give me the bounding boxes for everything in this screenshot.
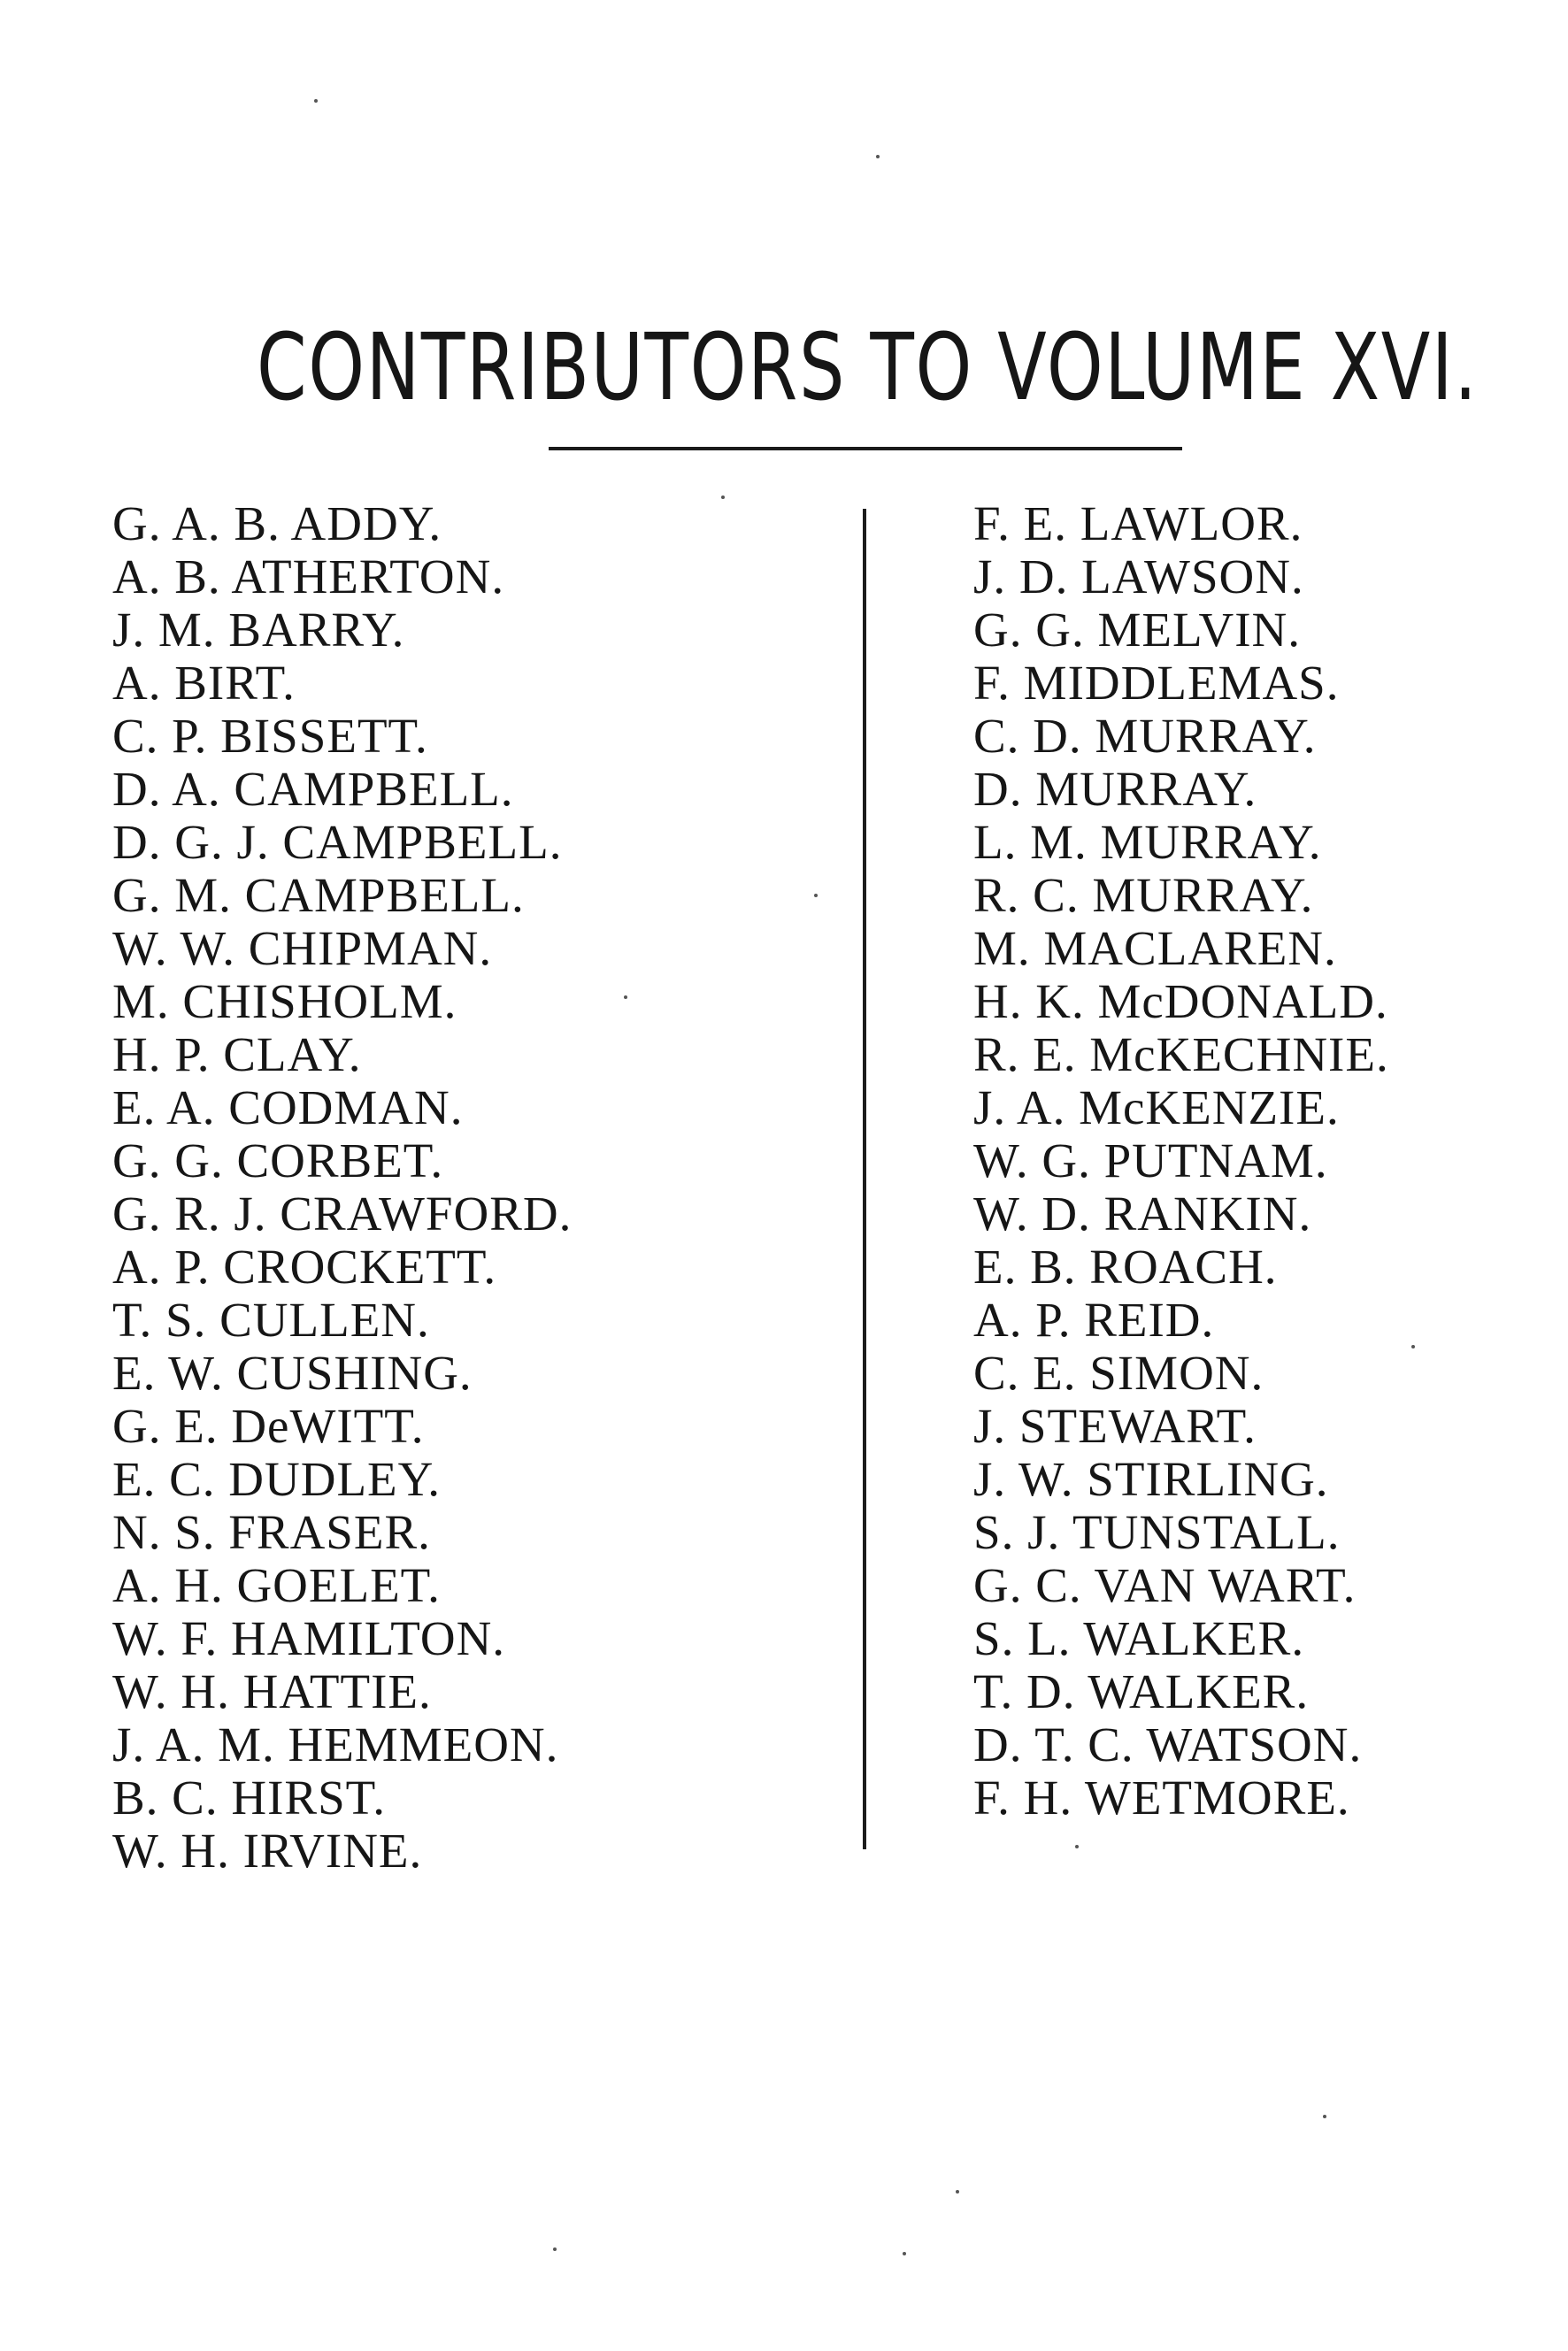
contributor-name: E. W. CUSHING. [112,1346,473,1400]
contributor-name: R. C. MURRAY. [973,868,1314,922]
contributor-name: A. P. REID. [973,1293,1215,1347]
contributor-name: W. D. RANKIN. [973,1187,1312,1241]
contributor-name: W. F. HAMILTON. [112,1611,506,1665]
contributor-name: W. H. IRVINE. [112,1824,423,1878]
contributor-name: E. C. DUDLEY. [112,1452,442,1506]
scan-speck [314,99,318,103]
contributor-name: J. A. McKENZIE. [973,1080,1340,1134]
contributor-name: J. W. STIRLING. [973,1452,1329,1506]
scan-speck [553,2247,557,2251]
contributor-name: M. CHISHOLM. [112,974,457,1028]
column-divider-rule [863,509,866,1849]
contributor-name: W. W. CHIPMAN. [112,921,493,975]
contributor-name: G. A. B. ADDY. [112,496,442,550]
scan-speck [1411,1345,1415,1348]
contributor-name: G. M. CAMPBELL. [112,868,525,922]
contributor-name: D. MURRAY. [973,762,1257,816]
contributor-name: A. B. ATHERTON. [112,549,505,603]
contributor-name: J. STEWART. [973,1399,1257,1453]
contributor-name: H. K. McDONALD. [973,974,1388,1028]
contributor-name: S. L. WALKER. [973,1611,1305,1665]
contributor-name: B. C. HIRST. [112,1771,386,1825]
page-title: CONTRIBUTORS TO VOLUME XVI. [257,313,1479,421]
contributor-name: T. S. CULLEN. [112,1293,430,1347]
scan-speck [721,496,725,499]
contributor-name: E. A. CODMAN. [112,1080,464,1134]
scan-speck [903,2252,906,2255]
contributor-name: G. G. CORBET. [112,1133,444,1187]
contributor-name: F. MIDDLEMAS. [973,656,1340,710]
contributors-list-left [112,497,838,1878]
contributor-name: R. E. McKECHNIE. [973,1027,1389,1081]
contributor-name: E. B. ROACH. [973,1240,1278,1294]
contributor-name: T. D. WALKER. [973,1664,1310,1718]
contributors-list-right [973,497,1540,1825]
contributor-name: S. J. TUNSTALL. [973,1505,1341,1559]
contributor-name: A. BIRT. [112,656,296,710]
contributor-name: D. A. CAMPBELL. [112,762,514,816]
contributor-name: M. MACLAREN. [973,921,1337,975]
contributor-name: G. R. J. CRAWFORD. [112,1187,573,1241]
contributor-name: L. M. MURRAY. [973,815,1322,869]
contributor-name: N. S. FRASER. [112,1505,431,1559]
contributor-name: C. D. MURRAY. [973,709,1317,763]
contributor-name: G. G. MELVIN. [973,603,1301,657]
contributor-name: G. E. DeWITT. [112,1399,425,1453]
contributor-name: W. H. HATTIE. [112,1664,432,1718]
contributor-name: H. P. CLAY. [112,1027,362,1081]
scan-speck [956,2190,959,2193]
contributor-name: G. C. VAN WART. [973,1558,1357,1612]
scan-speck [1323,2115,1326,2118]
contributor-name: J. M. BARRY. [112,603,405,657]
contributor-name: D. G. J. CAMPBELL. [112,815,563,869]
contributor-name: J. A. M. HEMMEON. [112,1717,559,1771]
scan-speck [876,155,880,158]
contributor-name: C. P. BISSETT. [112,709,428,763]
contributor-name: W. G. PUTNAM. [973,1133,1328,1187]
scan-speck [624,995,627,999]
contributor-name: A. H. GOELET. [112,1558,441,1612]
contributor-name: A. P. CROCKETT. [112,1240,497,1294]
contributor-name: J. D. LAWSON. [973,549,1304,603]
title-underline-rule [549,447,1182,450]
scan-speck [1075,1845,1079,1848]
scan-speck [814,894,818,897]
contributor-name: C. E. SIMON. [973,1346,1264,1400]
contributor-name: D. T. C. WATSON. [973,1717,1363,1771]
contributor-name: F. H. WETMORE. [973,1771,1350,1825]
contributor-name: F. E. LAWLOR. [973,496,1303,550]
